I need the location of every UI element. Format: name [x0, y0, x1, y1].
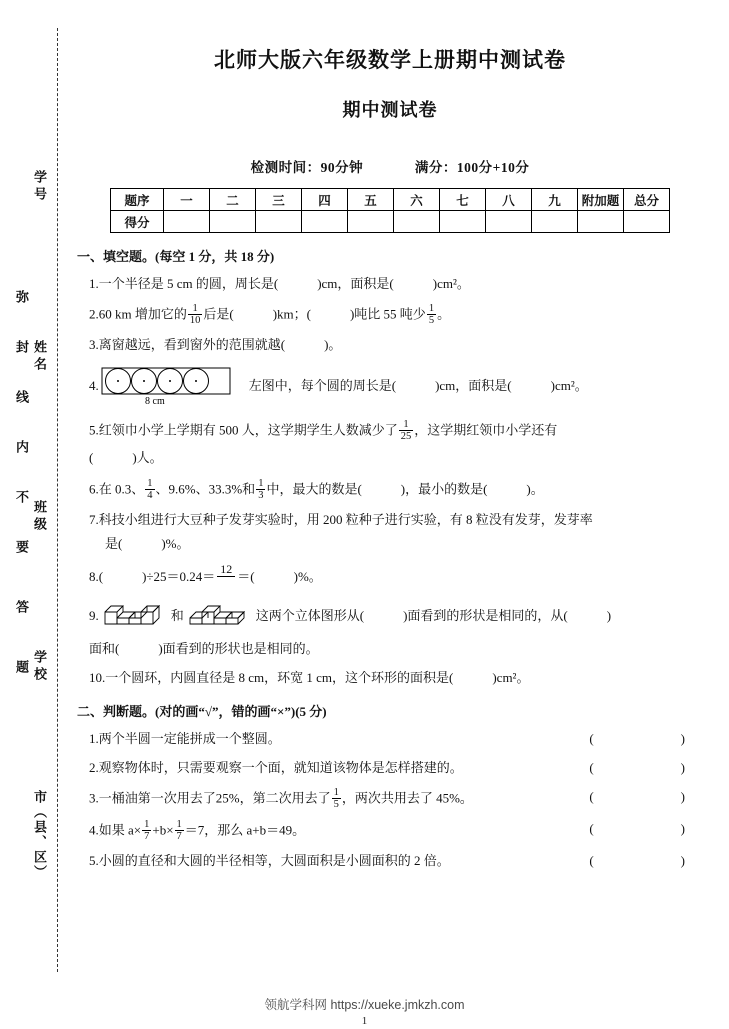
question-1-10-text: 10.一个圆环，内圆直径是 8 cm，环宽 1 cm，这个环形的面积是( )cm²。 [89, 670, 530, 686]
score-cell-0[interactable] [164, 211, 210, 233]
question-1-7 [89, 510, 705, 554]
sidebar-vertical-labels [14, 150, 62, 950]
question-1-6-part-b: 、9.6%、33.3%和 [155, 480, 256, 496]
score-table-col-8: 九 [532, 189, 578, 211]
question-1-7-part-a: 7.科技小组进行大豆种子发芽实验时，用 200 粒种子进行实验，有 8 粒没有发芽，发芽率 [89, 511, 593, 527]
svg-text:8 cm: 8 cm [144, 396, 165, 405]
question-1-1-text: 1.一个半径是 5 cm 的圆，周长是( )cm，面积是( )cm²。 [89, 276, 470, 291]
question-1-5-part-a: 5.红领巾小学上学期有 500 人，这学期学生人数减少了 [89, 422, 398, 438]
score-table-col-9: 附加题 [578, 189, 624, 211]
question-1-2-part-b: 后是( )km；( )吨比 55 吨少 [203, 306, 426, 322]
sidebar-label-11: 题 [14, 660, 29, 677]
judge-item-4 [89, 819, 705, 842]
sidebar-label-3: 封 [14, 340, 29, 357]
fraction-1-5-judge: $\frac{1}{5}$ [333, 786, 339, 810]
question-1-3 [89, 335, 705, 355]
question-1-4-prefix: 4. [89, 378, 99, 394]
judge-item-1 [89, 729, 705, 749]
question-1-8-part-b: ＝( )%。 [237, 569, 322, 585]
judge-item-4-text-a: 4.如果 a× [89, 822, 142, 838]
question-1-9-text: 这两个立体图形从( )面看到的形状是相同的，从( ) [255, 608, 612, 624]
solid-figure-right [184, 598, 256, 636]
sidebar-label-4: 线 [14, 390, 29, 407]
sidebar-label-12: 市（县、区） [32, 790, 47, 880]
question-1-1 [89, 274, 705, 294]
question-1-4 [89, 364, 705, 410]
fraction-1-5: $\frac{1}{5}$ [428, 303, 435, 327]
section-1-heading: 一、填空题。(每空 1 分，共 18 分) [77, 249, 275, 264]
question-1-6-part-a: 6.在 0.3、 [89, 480, 145, 496]
sidebar-label-6: 内 [14, 440, 29, 457]
score-table-row1-head: 题序 [111, 189, 164, 211]
exam-time-label: 检测时间：90分钟 [250, 160, 364, 175]
question-1-8 [89, 563, 705, 589]
fraction-1-3: $\frac{1}{3}$ [258, 477, 264, 501]
judge-item-3-text-b: ，两次共用去了 45%。 [341, 790, 473, 806]
question-1-5-part-b: ，这学期红领巾小学还有 [414, 422, 558, 438]
score-table-col-10: 总分 [624, 189, 670, 211]
score-table-col-6: 七 [440, 189, 486, 211]
score-cell-10[interactable] [624, 211, 670, 233]
sidebar-label-9: 答 [14, 600, 29, 617]
fraction-1-10: $\frac{1}{10}$ [189, 303, 201, 327]
question-1-9-mid: 和 [170, 608, 184, 624]
judge-answer-blank-1[interactable]: ( ) [589, 730, 697, 746]
solid-figure-left [99, 598, 171, 636]
score-table-col-0: 一 [164, 189, 210, 211]
exam-meta [75, 156, 705, 176]
question-1-2-part-a: 2.60 km 增加它的 [89, 306, 187, 322]
score-cell-2[interactable] [256, 211, 302, 233]
exam-content [75, 0, 705, 871]
sidebar-label-1: 弥 [14, 290, 29, 307]
question-1-6 [89, 478, 705, 501]
fraction-1-7-a: $\frac{1}{7}$ [144, 818, 150, 842]
fraction-1-25: $\frac{1}{25}$ [400, 419, 412, 443]
score-table-col-5: 六 [394, 189, 440, 211]
score-cell-6[interactable] [440, 211, 486, 233]
question-1-4-text: 左图中，每个圆的周长是( )cm，面积是( )cm²。 [248, 378, 588, 394]
fraction-1-7-b: $\frac{1}{7}$ [176, 818, 182, 842]
question-1-9 [89, 598, 705, 659]
question-1-7-part-b: 是( )%。 [105, 535, 190, 551]
score-cell-1[interactable] [210, 211, 256, 233]
four-circles-rectangle-figure [99, 364, 249, 410]
score-table-col-3: 四 [302, 189, 348, 211]
judge-item-1-text: 1.两个半圆一定能拼成一个整圆。 [89, 730, 281, 746]
judge-item-5-text: 5.小圆的直径和大圆的半径相等，大圆面积是小圆面积的 2 倍。 [89, 852, 450, 868]
judge-item-3-text-a: 3.一桶油第一次用去了25%，第二次用去了 [89, 790, 331, 806]
score-cell-8[interactable] [532, 211, 578, 233]
question-1-8-part-a: 8.( )÷25＝0.24＝ [89, 569, 216, 585]
page-number: 1 [361, 1015, 368, 1027]
score-table-row2-head: 得分 [111, 211, 164, 233]
score-table-col-1: 二 [210, 189, 256, 211]
judge-answer-blank-2[interactable]: ( ) [589, 759, 697, 775]
score-table-col-4: 五 [348, 189, 394, 211]
question-1-6-part-c: 中，最大的数是( )，最小的数是( )。 [266, 480, 544, 496]
sidebar-label-2: 姓名 [32, 340, 47, 374]
question-1-2-part-c: 。 [437, 306, 451, 322]
question-1-5 [89, 419, 705, 468]
question-1-2 [89, 303, 705, 326]
fraction-12-blank: 12 [217, 563, 235, 589]
score-cell-3[interactable] [302, 211, 348, 233]
question-1-3-text: 3.离窗越远，看到窗外的范围就越( )。 [89, 337, 342, 353]
judge-item-3 [89, 787, 705, 810]
sidebar-label-5: 班级 [32, 500, 47, 534]
score-cell-7[interactable] [486, 211, 532, 233]
score-table-col-7: 八 [486, 189, 532, 211]
page-title: 北师大版六年级数学上册期中测试卷 [214, 48, 566, 72]
sidebar-label-8: 要 [14, 540, 29, 557]
question-1-9-prefix: 9. [89, 608, 99, 624]
score-cell-9[interactable] [578, 211, 624, 233]
score-table [110, 188, 670, 233]
section-2-heading: 二、判断题。(对的画“√”，错的画“×”)(5 分) [77, 703, 327, 719]
score-cell-4[interactable] [348, 211, 394, 233]
score-table-col-2: 三 [256, 189, 302, 211]
sidebar-label-10: 学校 [32, 650, 47, 684]
judge-answer-blank-4[interactable]: ( ) [589, 820, 697, 836]
judge-item-4-text-b: +b× [152, 822, 174, 838]
judge-item-4-text-c: ＝7，那么 a+b＝49。 [184, 822, 306, 838]
page-subtitle: 期中测试卷 [342, 100, 438, 120]
question-1-5-part-c: ( )人。 [89, 450, 163, 466]
sidebar-label-0: 学号 [32, 170, 47, 204]
watermark-footer: 领航学科网 https://xueke.jmkzh.com [264, 998, 465, 1012]
judge-item-5 [89, 851, 705, 871]
score-cell-5[interactable] [394, 211, 440, 233]
judge-answer-blank-5[interactable]: ( ) [589, 852, 697, 868]
fraction-1-4: $\frac{1}{4}$ [147, 477, 153, 501]
question-1-9-line2: 面和( )面看到的形状也是相同的。 [89, 641, 319, 657]
sidebar-label-7: 不 [14, 490, 29, 507]
judge-item-2 [89, 758, 705, 778]
table-row [111, 189, 670, 211]
table-row [111, 211, 670, 233]
judge-item-2-text: 2.观察物体时，只需要观察一个面，就知道该物体是怎样搭建的。 [89, 759, 463, 775]
exam-score-label: 满分：100分+10分 [414, 160, 530, 175]
question-1-10 [89, 668, 705, 688]
judge-answer-blank-3[interactable]: ( ) [589, 788, 697, 804]
